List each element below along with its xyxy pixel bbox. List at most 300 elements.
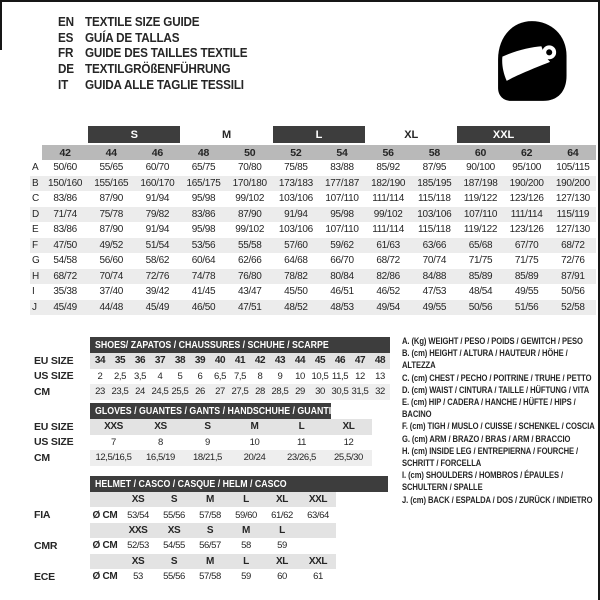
size-value: 31,5	[350, 384, 370, 400]
size-row	[30, 435, 372, 451]
measure-value: 60/70	[145, 162, 170, 174]
measure-value: 91/94	[145, 193, 170, 205]
size-number-header: 62	[504, 144, 550, 160]
helmet-size-header-row	[30, 554, 336, 569]
size-label: XS	[120, 554, 156, 569]
measure-row	[30, 222, 596, 238]
measure-value: 119/122	[463, 224, 498, 236]
size-number-header: 60	[457, 144, 503, 160]
size-value: 6	[197, 370, 203, 382]
measure-value: 66/70	[330, 255, 354, 267]
measure-value: 91/94	[273, 207, 319, 223]
measure-row-label: E	[32, 224, 39, 236]
size-number-header: 54	[319, 144, 365, 160]
size-value: 25,5/30	[325, 450, 372, 466]
measure-value: 48/53	[319, 300, 365, 316]
measure-value: 70/80	[237, 162, 262, 174]
size-value: 30,5	[330, 384, 350, 400]
measure-value: 182/190	[365, 176, 411, 192]
measure-value: 87/91	[550, 269, 596, 285]
measure-row-label: G	[32, 255, 40, 267]
size-label: 46	[330, 353, 350, 369]
measure-value: 107/110	[457, 207, 503, 223]
size-value: 12	[355, 370, 365, 382]
measure-value: 50/56	[457, 300, 503, 316]
size-label: 45	[310, 353, 330, 369]
measure-value: 48/54	[468, 286, 493, 298]
size-value	[300, 538, 336, 553]
size-group-row	[30, 126, 596, 144]
measure-value: 51/56	[504, 300, 550, 316]
measure-value: 115/118	[418, 193, 451, 205]
size-number-header: 64	[550, 144, 596, 160]
size-label: M	[192, 492, 228, 507]
size-label: 41	[230, 353, 250, 369]
size-value: 16,5/19	[137, 450, 184, 466]
measure-value: 85/89	[504, 269, 550, 285]
size-number-header: 48	[180, 144, 226, 160]
measure-value: 68/72	[376, 255, 400, 267]
gloves-size-table	[30, 419, 372, 466]
size-value: 59	[277, 540, 287, 552]
measure-value: 84/88	[411, 269, 457, 285]
size-row	[30, 369, 390, 385]
textile-size-table	[30, 126, 596, 315]
measure-value: 54/58	[53, 255, 77, 267]
measure-value: 55/58	[227, 238, 273, 254]
measure-value: 103/106	[278, 193, 313, 205]
size-value: 8	[158, 436, 163, 448]
measure-value: 45/49	[42, 300, 88, 316]
measure-row	[30, 269, 596, 285]
measure-value: 52/58	[550, 300, 596, 316]
gloves-section-title: GLOVES / GUANTES / GANTS / HANDSCHUHE / GUANTI	[95, 405, 332, 417]
measure-row	[30, 176, 596, 192]
measure-value: 58/62	[145, 255, 170, 267]
language-title: TEXTILGRÖßENFÜHRUNG	[85, 61, 231, 77]
language-title: GUIDA ALLE TAGLIE TESSILI	[85, 76, 244, 92]
measure-value: 185/195	[411, 176, 457, 192]
size-value: 2	[97, 370, 103, 382]
language-code: EN	[58, 14, 74, 30]
size-label: 35	[110, 353, 130, 369]
size-label: S	[192, 523, 228, 538]
size-value: 2,5	[113, 370, 126, 382]
measurement-legend	[402, 336, 597, 507]
measure-value: 87/95	[422, 162, 447, 174]
size-value: 32	[370, 384, 390, 400]
size-label: XL	[264, 554, 300, 569]
size-number-header: 50	[227, 144, 273, 160]
size-value: 23,5	[110, 384, 130, 400]
size-value: 20/24	[231, 450, 278, 466]
row-label: US SIZE	[34, 436, 74, 449]
language-row	[58, 45, 247, 61]
size-value: 60	[277, 571, 287, 583]
size-label	[300, 523, 336, 538]
measure-value: 46/51	[330, 286, 354, 298]
size-value: 10,5	[311, 370, 329, 382]
measure-value: 45/50	[284, 286, 308, 298]
size-value: 53	[133, 571, 143, 583]
size-value: 8	[257, 370, 263, 382]
legend-item: E. (cm) HIP / CADERA / HANCHE / HÜFTE / HIPS / BACINO	[402, 397, 576, 421]
spacer-cell	[90, 554, 120, 569]
measure-value: 39/42	[145, 286, 170, 298]
measure-value: 111/114	[504, 207, 550, 223]
legend-item: A. (Kg) WEIGHT / PESO / POIDS / GEWITCH / PESO	[402, 336, 583, 347]
size-number-header: 58	[411, 144, 457, 160]
measure-value: 64/68	[284, 255, 308, 267]
measure-value: 105/115	[556, 162, 590, 174]
size-value: 6,5	[213, 370, 226, 382]
measure-value: 95/98	[191, 224, 216, 236]
measure-value: 56/60	[99, 255, 123, 267]
helmet-section-header	[90, 476, 388, 492]
size-number-header: 46	[134, 144, 180, 160]
spacer-cell	[30, 144, 42, 160]
shoes-size-table	[30, 353, 390, 400]
spacer-cell	[30, 554, 90, 569]
spacer-cell	[30, 523, 90, 538]
measure-value: 51/54	[134, 238, 180, 254]
legend-item: C. (cm) CHEST / PECHO / POITRINE / TRUHE / PETTO	[402, 372, 592, 384]
size-number-header: 42	[42, 144, 88, 160]
size-value: 27	[210, 384, 230, 400]
measure-value: 99/102	[365, 207, 411, 223]
measure-value: 72/76	[561, 255, 585, 267]
measure-value: 70/74	[422, 255, 447, 267]
shoes-section-title: SHOES/ ZAPATOS / CHAUSSURES / SCHUHE / SCARPE	[95, 339, 329, 351]
size-value: 26	[190, 384, 210, 400]
helmet-size-header-row	[30, 523, 336, 538]
size-label: 47	[350, 353, 370, 369]
size-label: L	[228, 554, 264, 569]
measure-value: 49/55	[514, 286, 539, 298]
measure-value: 71/75	[468, 255, 493, 267]
size-value: 28,5	[270, 384, 290, 400]
frame-top-line	[0, 0, 600, 2]
helmet-section-title: HELMET / CASCO / CASQUE / HELM / CASCO	[95, 478, 287, 490]
measure-row-label: D	[30, 207, 42, 223]
measure-value: 95/100	[512, 162, 542, 174]
measure-value: 83/86	[180, 207, 226, 223]
spacer-cell	[90, 492, 120, 507]
size-label: 42	[250, 353, 270, 369]
size-label: 34	[90, 353, 110, 369]
size-value: 63/64	[307, 509, 329, 521]
measure-value: 83/86	[53, 193, 77, 205]
measure-value: 62/66	[237, 255, 262, 267]
size-label: 38	[170, 353, 190, 369]
size-value: 12,5/16,5	[90, 450, 137, 466]
language-title: GUÍA DE TALLAS	[85, 29, 180, 45]
measure-value: 80/84	[319, 269, 365, 285]
size-label: 40	[210, 353, 230, 369]
measure-value: 99/102	[235, 224, 265, 236]
size-label: S	[184, 419, 231, 435]
measure-row	[30, 300, 596, 316]
size-value: 18/21,5	[184, 450, 231, 466]
measure-value: 43/47	[237, 286, 262, 298]
size-value: 55/56	[163, 509, 185, 521]
measure-row-label: F	[30, 238, 42, 254]
measure-value: 103/106	[411, 207, 457, 223]
measure-value: 111/114	[372, 224, 405, 236]
size-group-label: M	[180, 126, 272, 144]
racing-helmet-icon	[492, 15, 570, 107]
measure-value: 70/74	[88, 269, 134, 285]
spacer-cell	[30, 492, 90, 507]
measure-value: 173/183	[273, 176, 319, 192]
legend-item: F. (cm) TIGH / MUSLO / CUISSE / SCHENKEL / COSCIA	[402, 421, 595, 433]
size-value: 9	[205, 436, 210, 448]
size-value: 27,5	[230, 384, 250, 400]
measure-row	[30, 238, 596, 254]
size-value: 11	[296, 436, 307, 448]
size-value: 53/54	[127, 509, 149, 521]
measure-value: 71/74	[42, 207, 88, 223]
spacer-cell	[550, 126, 596, 144]
measure-value: 83/86	[53, 224, 77, 236]
size-value: 5	[177, 370, 183, 382]
size-number-header: 56	[365, 144, 411, 160]
unit-label: Ø CM	[92, 509, 118, 521]
size-row	[30, 353, 390, 369]
size-value: 25,5	[170, 384, 190, 400]
size-group-label: L	[273, 126, 365, 144]
language-code: DE	[58, 61, 74, 77]
measure-row-label: B	[30, 176, 42, 192]
measure-value: 78/82	[273, 269, 319, 285]
measure-value: 67/70	[504, 238, 550, 254]
measure-value: 37/40	[99, 286, 123, 298]
measure-value: 68/72	[550, 238, 596, 254]
measure-value: 177/187	[319, 176, 365, 192]
size-group-label: XL	[365, 126, 457, 144]
size-label: M	[231, 419, 278, 435]
size-value: 59	[241, 571, 251, 583]
measure-value: 75/85	[284, 162, 308, 174]
language-code: FR	[58, 45, 74, 61]
measure-row	[30, 284, 596, 300]
size-label: XXL	[300, 492, 336, 507]
helmet-standard-row	[30, 507, 336, 522]
measure-value: 99/102	[235, 193, 265, 205]
size-value: 61/62	[271, 509, 293, 521]
legend-item: D. (cm) WAIST / CINTURA / TAILLE / HÜFTUNG / VITA	[402, 384, 590, 396]
measure-value: 127/130	[555, 193, 590, 205]
size-label: M	[192, 554, 228, 569]
measure-value: 63/66	[411, 238, 457, 254]
measure-value: 115/118	[418, 224, 451, 236]
language-row	[58, 61, 247, 77]
measure-value: 47/50	[42, 238, 88, 254]
measure-row-label: I	[32, 286, 35, 298]
size-label: 44	[290, 353, 310, 369]
size-value: 28	[250, 384, 270, 400]
measure-value: 187/198	[457, 176, 503, 192]
legend-item: H. (cm) INSIDE LEG / ENTREPIERNA / FOURCHE / SCHRITT / FORCELLA	[402, 445, 579, 470]
measure-row	[30, 160, 596, 176]
unit-label: Ø CM	[92, 571, 118, 583]
row-label: EU SIZE	[34, 420, 74, 433]
gloves-section-header	[90, 403, 331, 419]
measure-value: 55/65	[99, 162, 123, 174]
measure-value: 155/165	[88, 176, 134, 192]
size-value: 11,5	[331, 370, 349, 382]
size-value: 10	[249, 436, 260, 448]
helmet-standard-row	[30, 538, 336, 553]
measure-value: 47/51	[227, 300, 273, 316]
measure-value: 44/48	[88, 300, 134, 316]
measure-value: 82/86	[365, 269, 411, 285]
language-row	[58, 14, 247, 30]
size-value: 23	[90, 384, 110, 400]
measure-value: 107/110	[325, 224, 359, 236]
measure-value: 190/200	[504, 176, 550, 192]
legend-item: I. (cm) SHOULDERS / HOMBROS / ÉPAULES / SCHULTERN / SPALLE	[402, 470, 564, 494]
measure-value: 35/38	[53, 286, 77, 298]
measure-value: 79/82	[134, 207, 180, 223]
language-code: ES	[58, 29, 74, 45]
size-label: XS	[156, 523, 192, 538]
measure-value: 107/110	[325, 193, 359, 205]
measure-value: 48/52	[273, 300, 319, 316]
size-label: XXS	[90, 419, 137, 435]
measure-value: 123/126	[509, 224, 544, 236]
size-value: 54/55	[163, 540, 185, 552]
size-label: L	[264, 523, 300, 538]
measure-value: 150/160	[42, 176, 88, 192]
size-row	[30, 419, 372, 435]
size-label: XXS	[120, 523, 156, 538]
measure-value: 103/106	[278, 224, 313, 236]
size-row	[30, 384, 390, 400]
helmet-size-table	[30, 492, 336, 584]
helmet-size-header-row	[30, 492, 336, 507]
language-title-block	[58, 14, 247, 92]
measure-value: 50/56	[561, 286, 585, 298]
measure-row-label: A	[32, 162, 39, 174]
size-label: M	[228, 523, 264, 538]
spacer-cell	[90, 523, 120, 538]
measure-value: 87/90	[227, 207, 273, 223]
measure-value: 46/50	[180, 300, 226, 316]
measure-value: 41/45	[191, 286, 216, 298]
measure-value: 71/75	[514, 255, 539, 267]
size-label: L	[228, 492, 264, 507]
spacer-cell	[30, 126, 88, 144]
size-label: S	[156, 554, 192, 569]
language-title: GUIDE DES TAILLES TEXTILE	[85, 45, 248, 61]
size-value: 59/60	[235, 509, 257, 521]
size-label: 39	[190, 353, 210, 369]
measure-value: 74/78	[180, 269, 226, 285]
size-group-label: XXL	[457, 126, 549, 144]
measure-value: 65/68	[457, 238, 503, 254]
size-value: 30	[310, 384, 330, 400]
measure-value: 95/98	[319, 207, 365, 223]
measure-value: 90/100	[466, 162, 495, 174]
measure-value: 61/63	[365, 238, 411, 254]
size-value: 24	[130, 384, 150, 400]
row-label: CM	[34, 451, 50, 464]
measure-value: 49/55	[411, 300, 457, 316]
language-row	[58, 76, 247, 92]
size-value: 57/58	[199, 509, 221, 521]
legend-item: G. (cm) ARM / BRAZO / BRAS / ARM / BRACCIO	[402, 433, 571, 445]
size-value: 4	[157, 370, 163, 382]
size-value: 58	[241, 540, 251, 552]
legend-item: B. (cm) HEIGHT / ALTURA / HAUTEUR / HÖHE / ALTEZZA	[402, 348, 568, 372]
measure-value: 75/78	[88, 207, 134, 223]
size-label: XXL	[300, 554, 336, 569]
measure-value: 68/72	[42, 269, 88, 285]
size-number-header: 44	[88, 144, 134, 160]
shoes-section-header	[90, 337, 390, 353]
size-label: 37	[150, 353, 170, 369]
standard-label: ECE	[34, 570, 55, 583]
measure-value: 95/98	[191, 193, 216, 205]
size-value: 9	[277, 370, 283, 382]
size-label: 43	[270, 353, 290, 369]
measure-value: 115/119	[550, 207, 596, 223]
language-title: TEXTILE SIZE GUIDE	[85, 14, 200, 30]
measure-value: 170/180	[227, 176, 273, 192]
measure-value: 50/60	[53, 162, 77, 174]
measure-value: 72/76	[134, 269, 180, 285]
measure-value: 49/52	[88, 238, 134, 254]
size-label: S	[156, 492, 192, 507]
measure-value: 87/90	[99, 224, 123, 236]
size-label: XL	[264, 492, 300, 507]
size-value: 56/57	[199, 540, 221, 552]
size-label: L	[278, 419, 325, 435]
size-group-label: S	[88, 126, 180, 144]
measure-value: 160/170	[134, 176, 180, 192]
helmet-standard-row	[30, 569, 336, 584]
size-value: 7	[111, 436, 116, 448]
measure-value: 85/92	[376, 162, 400, 174]
size-value: 7,5	[233, 370, 246, 382]
measure-value: 49/54	[365, 300, 411, 316]
size-value: 23/26,5	[278, 450, 325, 466]
measure-value: 87/90	[99, 193, 123, 205]
row-label: US SIZE	[34, 370, 74, 383]
measure-row	[30, 191, 596, 207]
measure-value: 59/62	[319, 238, 365, 254]
size-value: 13	[375, 370, 385, 382]
size-value: 61	[313, 571, 323, 583]
size-label: XL	[325, 419, 372, 435]
size-value: 3,5	[133, 370, 146, 382]
size-value: 12	[343, 436, 354, 448]
measure-value: 85/89	[457, 269, 503, 285]
measure-row	[30, 253, 596, 269]
frame-left-line	[0, 0, 2, 50]
measure-value: 83/88	[330, 162, 354, 174]
measure-value: 165/175	[180, 176, 226, 192]
measure-value: 46/52	[376, 286, 400, 298]
size-label: XS	[137, 419, 184, 435]
size-label: 48	[370, 353, 390, 369]
unit-label: Ø CM	[92, 540, 118, 552]
measure-value: 111/114	[372, 193, 405, 205]
measure-value: 57/60	[273, 238, 319, 254]
measure-value: 45/49	[134, 300, 180, 316]
size-label: XS	[120, 492, 156, 507]
